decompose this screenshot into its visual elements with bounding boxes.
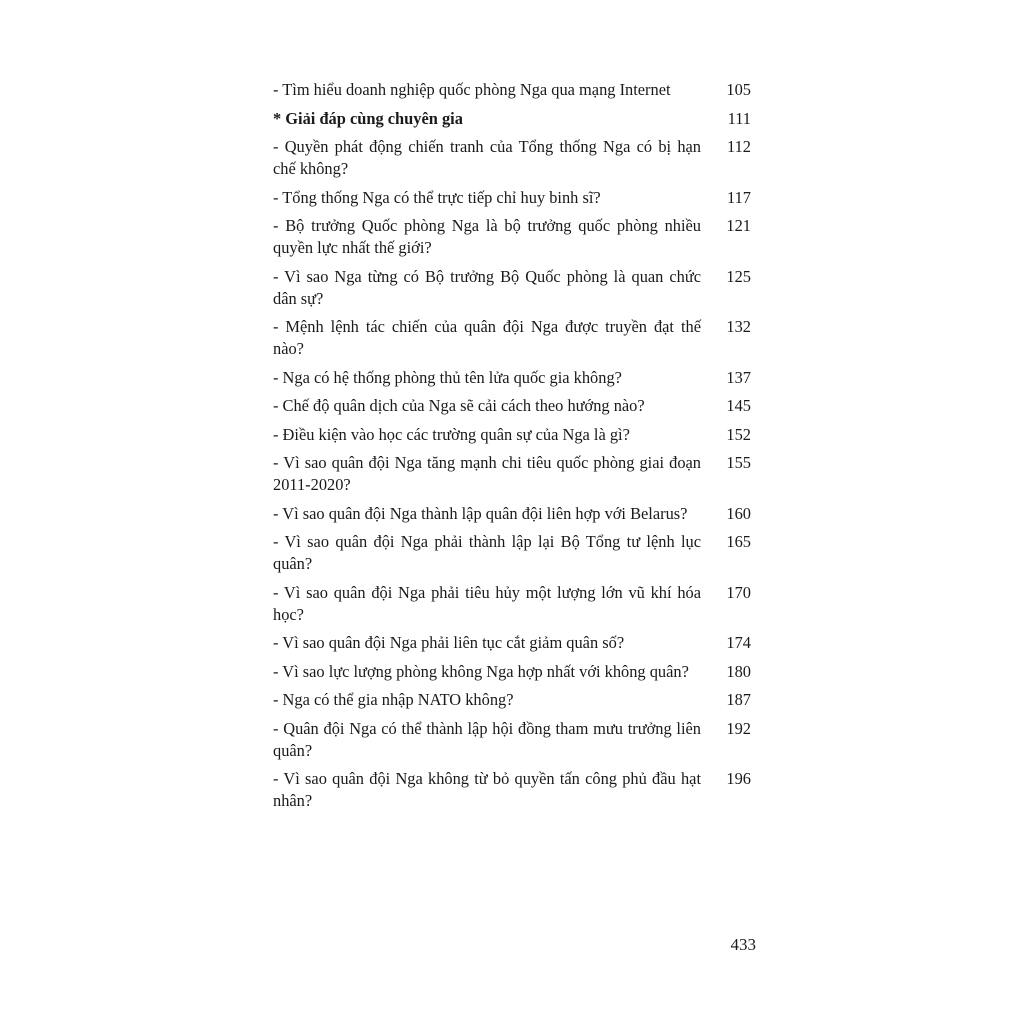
toc-entry-page: 174 [726,633,751,652]
toc-entry-title: - Vì sao quân đội Nga không từ bỏ quyền tấn công phủ đầu hạt nhân? [273,769,701,810]
toc-entry [273,424,753,446]
toc-entry [273,316,753,360]
toc-entry-page: 180 [726,661,751,681]
toc-entry-page: 125 [726,266,751,286]
toc-entry [273,79,753,101]
toc-heading-title: * Giải đáp cùng chuyên gia [273,108,463,128]
toc-entry-title: - Nga có thể gia nhập NATO không? [273,690,514,709]
toc-entry-page: 160 [726,503,751,523]
toc-entry [273,531,753,575]
toc-entry [273,689,753,711]
toc-entry-page: 145 [726,396,751,415]
toc-entry [273,768,753,812]
toc-entry-page: 155 [726,453,751,472]
toc-entry [273,136,753,180]
toc-entry-page: 196 [726,769,751,788]
toc-entry-page: 137 [726,367,751,387]
toc-entry [273,661,753,683]
toc-entry [273,367,753,389]
toc-entry-page: 165 [726,532,751,551]
table-of-contents [273,79,753,819]
toc-entry-title: - Vì sao quân đội Nga phải thành lập lại Bộ Tổng tư lệnh lục quân? [273,532,701,573]
toc-entry-page: 192 [726,718,751,738]
toc-entry-title: - Vì sao quân đội Nga phải liên tục cắt giảm quân số? [273,633,625,652]
toc-entry-title: - Tìm hiểu doanh nghiệp quốc phòng Nga qua mạng Internet [273,80,671,99]
toc-entry-title: - Vì sao quân đội Nga thành lập quân đội liên hợp với Belarus? [273,503,688,523]
toc-entry [273,582,753,626]
toc-entry [273,215,753,259]
toc-entry [273,632,753,654]
page-number: 433 [730,935,756,954]
toc-entry-page: 132 [726,317,751,336]
toc-entry-title: - Chế độ quân dịch của Nga sẽ cải cách theo hướng nào? [273,396,645,415]
toc-entry [273,452,753,496]
toc-entry-title: - Tổng thống Nga có thể trực tiếp chỉ huy binh sĩ? [273,187,601,207]
toc-entry-title: - Vì sao quân đội Nga phải tiêu hủy một lượng lớn vũ khí hóa học? [273,582,701,624]
toc-entry-title: - Quân đội Nga có thể thành lập hội đồng tham mưu trưởng liên quân? [273,718,701,760]
toc-entry-page: 187 [726,690,751,709]
toc-entry-page: 105 [726,80,751,99]
toc-entry-title: - Quyền phát động chiến tranh của Tổng thống Nga có bị hạn chế không? [273,137,701,178]
toc-entry [273,395,753,417]
toc-entry [273,266,753,310]
toc-entry-page: 152 [726,424,751,444]
toc-entry-page: 170 [726,582,751,602]
toc-entry [273,718,753,762]
toc-entry-title: - Vì sao quân đội Nga tăng mạnh chi tiêu quốc phòng giai đoạn 2011-2020? [273,453,701,494]
toc-entry [273,187,753,209]
toc-entry-title: - Điều kiện vào học các trường quân sự của Nga là gì? [273,424,630,444]
toc-entry-page: 111 [727,108,751,128]
toc-entry-title: - Mệnh lệnh tác chiến của quân đội Nga được truyền đạt thế nào? [273,317,701,358]
toc-entry-page: 112 [727,137,751,156]
toc-entry-page: 117 [727,187,751,207]
toc-entry-page: 121 [726,216,751,235]
toc-entry [273,503,753,525]
toc-section-heading [273,108,753,130]
toc-entry-title: - Bộ trưởng Quốc phòng Nga là bộ trưởng quốc phòng nhiều quyền lực nhất thế giới? [273,216,701,257]
toc-entry-title: - Vì sao Nga từng có Bộ trưởng Bộ Quốc phòng là quan chức dân sự? [273,266,701,308]
toc-entry-title: - Vì sao lực lượng phòng không Nga hợp nhất với không quân? [273,661,689,681]
toc-entry-title: - Nga có hệ thống phòng thủ tên lửa quốc gia không? [273,367,622,387]
